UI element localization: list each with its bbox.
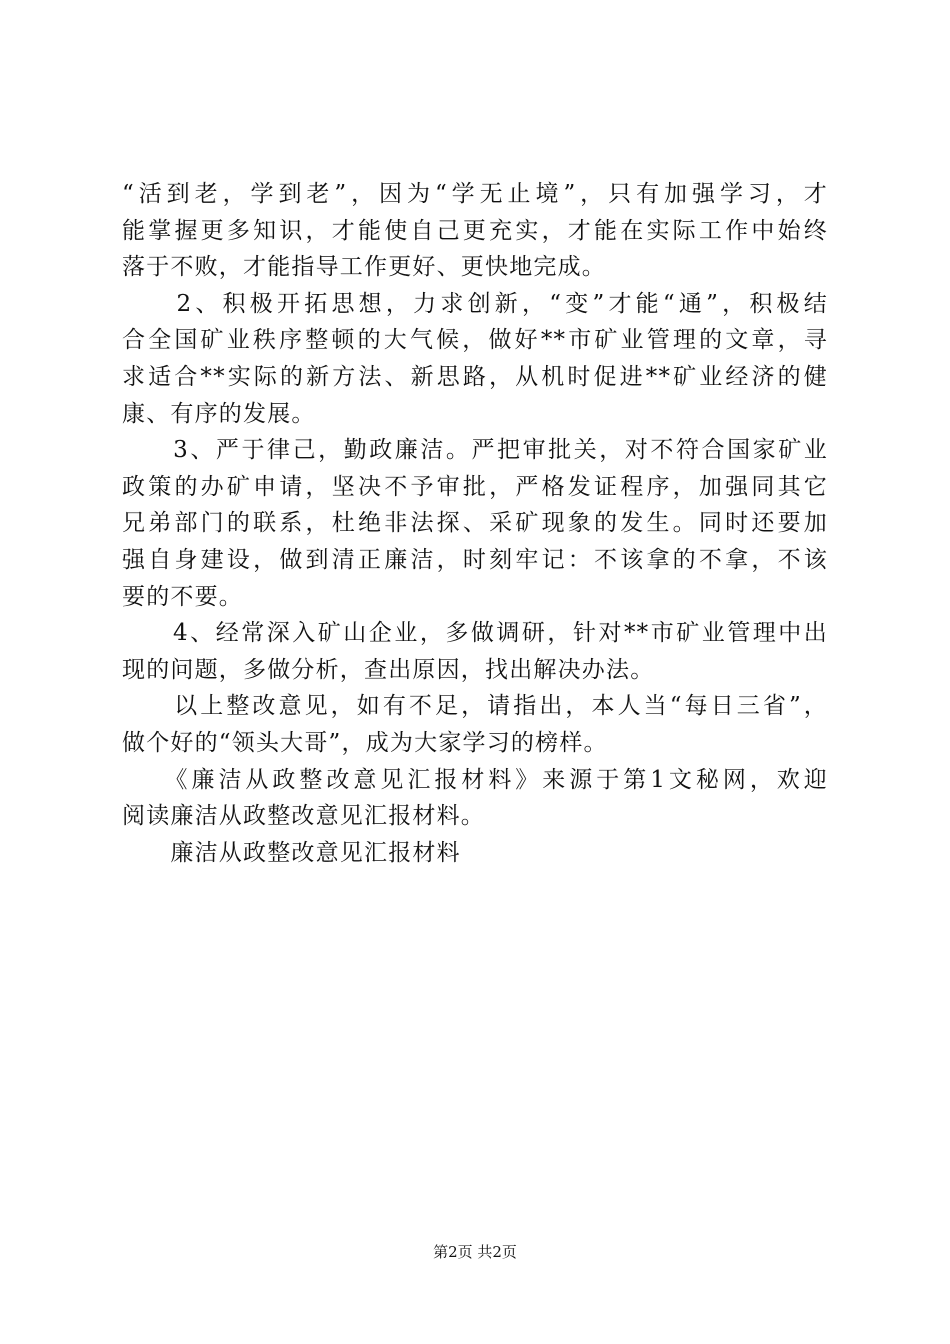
- page-number-footer: 第2页 共2页: [433, 1243, 517, 1261]
- text-line: 4、经常深入矿山企业，多做调研，针对**市矿业管理中出: [122, 620, 828, 647]
- text-line: 合全国矿业秩序整顿的大气候，做好**市矿业管理的文章，寻: [122, 327, 828, 354]
- text-line: 兄弟部门的联系，杜绝非法探、采矿现象的发生。同时还要加: [122, 510, 828, 537]
- text-line: “活到老，学到老”，因为“学无止境”，只有加强学习，才: [122, 181, 828, 207]
- text-line: 求适合**实际的新方法、新思路，从机时促进**矿业经济的健: [122, 363, 828, 390]
- text-line: 2、积极开拓思想，力求创新，“变”才能“通”，积极结: [122, 290, 828, 317]
- text-line: 以上整改意见，如有不足，请指出，本人当“每日三省”，: [122, 693, 828, 720]
- text-line: 做个好的“领头大哥”，成为大家学习的榜样。: [122, 729, 608, 756]
- text-line: 3、严于律己，勤政廉洁。严把审批关，对不符合国家矿业: [122, 437, 828, 464]
- document-body: [122, 176, 828, 871]
- text-line: 政策的办矿申请，坚决不予审批，严格发证程序，加强同其它: [122, 473, 828, 500]
- text-line: 廉洁从政整改意见汇报材料: [122, 839, 461, 866]
- text-line: 现的问题，多做分析，查出原因，找出解决办法。: [122, 656, 655, 683]
- text-line: 能掌握更多知识，才能使自己更充实，才能在实际工作中始终: [122, 217, 828, 244]
- text-line: 《廉洁从政整改意见汇报材料》来源于第1文秘网，欢迎: [122, 766, 828, 793]
- text-line: 康、有序的发展。: [122, 400, 316, 427]
- text-line: 阅读廉洁从政整改意见汇报材料。: [122, 803, 485, 830]
- text-line: 要的不要。: [122, 583, 243, 610]
- text-line: 强自身建设，做到清正廉洁，时刻牢记：不该拿的不拿，不该: [122, 546, 828, 573]
- text-line: 落于不败，才能指导工作更好、更快地完成。: [122, 254, 606, 281]
